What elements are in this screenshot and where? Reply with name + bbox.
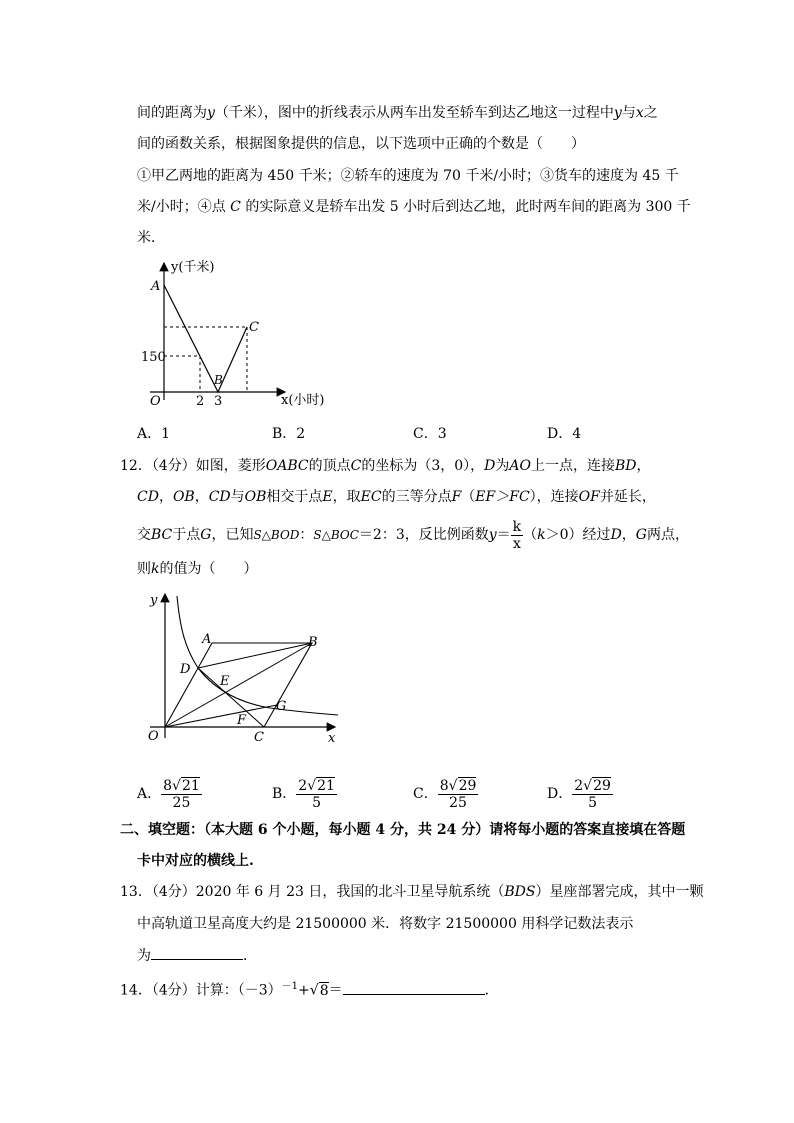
q13-line-2: 中高轨道卫星高度大约是 21500000 米．将数字 21500000 用科学记数法表示: [137, 916, 634, 932]
q11-point-c: C: [249, 320, 259, 335]
q13-line-3: 为 ．: [137, 945, 257, 966]
q12-option-d[interactable]: D． $\frac{2√29}{5}$: [547, 777, 611, 811]
q12-label-f: F: [237, 713, 247, 728]
q12-line-3: 交BC于点G，已知S△BOD：S△BOC＝2：3，反比例函数y＝ $\frac{k}{x}$ （k＞0）经过D，G两点，: [137, 518, 689, 552]
q11-line-2: 间的函数关系，根据图象提供的信息，以下选项中正确的个数是（ ）: [137, 136, 585, 152]
q14-line: 14．（4分）计算：$(-3)^{-1}+√8=$ ．: [120, 981, 499, 999]
q11-origin: O: [150, 394, 161, 409]
q12-option-d-fraction: $\frac{2√29}{5}$: [574, 777, 611, 811]
q12-option-a-fraction: $\frac{8√21}{25}$: [163, 777, 200, 811]
q12-hyperbola: [177, 596, 338, 715]
section2-heading-line-2: 卡中对应的横线上.: [137, 853, 254, 869]
q13-line-1: 13．（4分）2020 年 6 月 23 日，我国的北斗卫星导航系统（BDS）星座部署完成，其中一颗: [120, 884, 704, 900]
q12-line-1: 12．（4分）如图，菱形OABC的顶点C的坐标为（3，0），D为AO上一点，连接BD，: [120, 458, 651, 474]
q12-label-a: A: [202, 632, 212, 647]
q12-label-e: E: [220, 674, 230, 689]
q11-tick-2: 2: [196, 394, 205, 409]
q11-option-c[interactable]: C．3: [413, 426, 447, 442]
q12-fraction-k-over-x: $\frac{k}{x}$: [512, 518, 522, 552]
q14-answer-blank[interactable]: [343, 980, 485, 995]
q11-polyline: [164, 285, 247, 392]
q12-label-x: x: [328, 731, 336, 746]
section2-heading-line-1: 二、填空题：（本大题 6 个小题，每小题 4 分，共 24 分）请将每小题的答案直接填在答题: [120, 822, 686, 838]
q11-tick-3: 3: [214, 394, 223, 409]
q11-option-b[interactable]: B．2: [272, 426, 306, 442]
q11-point-a: A: [151, 279, 161, 294]
q11-option-d[interactable]: D．4: [547, 426, 582, 442]
q11-tick-150: 150: [141, 350, 166, 365]
q12-figure: [140, 588, 350, 748]
q12-option-c[interactable]: C． $\frac{8√29}{25}$: [413, 777, 477, 811]
q11-graph: [135, 255, 345, 415]
q12-label-g: G: [276, 699, 287, 714]
q12-line-2: CD，OB，CD与OB相交于点E，取EC的三等分点F（EF＞FC），连接OF并延长，: [137, 489, 656, 505]
q11-line-3: ①甲乙两地的距离为 450 千米；②轿车的速度为 70 千米/小时；③货车的速度为 45 千: [137, 168, 679, 184]
q12-label-d: D: [180, 662, 191, 677]
q11-line-4: 米/小时；④点 C 的实际意义是轿车出发 5 小时后到达乙地，此时两车间的距离为 300 千: [137, 199, 691, 215]
q12-option-c-fraction: $\frac{8√29}{25}$: [439, 777, 477, 811]
q12-option-b-fraction: $\frac{2√21}{5}$: [298, 777, 335, 811]
q12-label-b: B: [308, 635, 318, 650]
q12-line-4: 则k的值为（ ）: [137, 561, 258, 577]
q13-answer-blank[interactable]: [151, 945, 243, 960]
q12-label-y: y: [150, 593, 158, 608]
q12-option-b[interactable]: B． $\frac{2√21}{5}$: [272, 777, 335, 811]
q11-x-label: x(小时): [281, 393, 325, 408]
q11-y-label: y(千米): [171, 260, 215, 275]
q11-option-a[interactable]: A．1: [137, 426, 171, 442]
q11-point-b: B: [214, 373, 223, 387]
q12-label-c: C: [254, 730, 264, 745]
q12-label-o: O: [148, 729, 159, 744]
q11-line-5: 米．: [137, 230, 165, 246]
q12-option-a[interactable]: A． $\frac{8√21}{25}$: [137, 777, 200, 811]
q11-line-1: 间的距离为y（千米），图中的折线表示从两车出发至轿车到达乙地这一过程中y与x之: [137, 105, 658, 121]
q12-segment-bd: [198, 643, 312, 668]
